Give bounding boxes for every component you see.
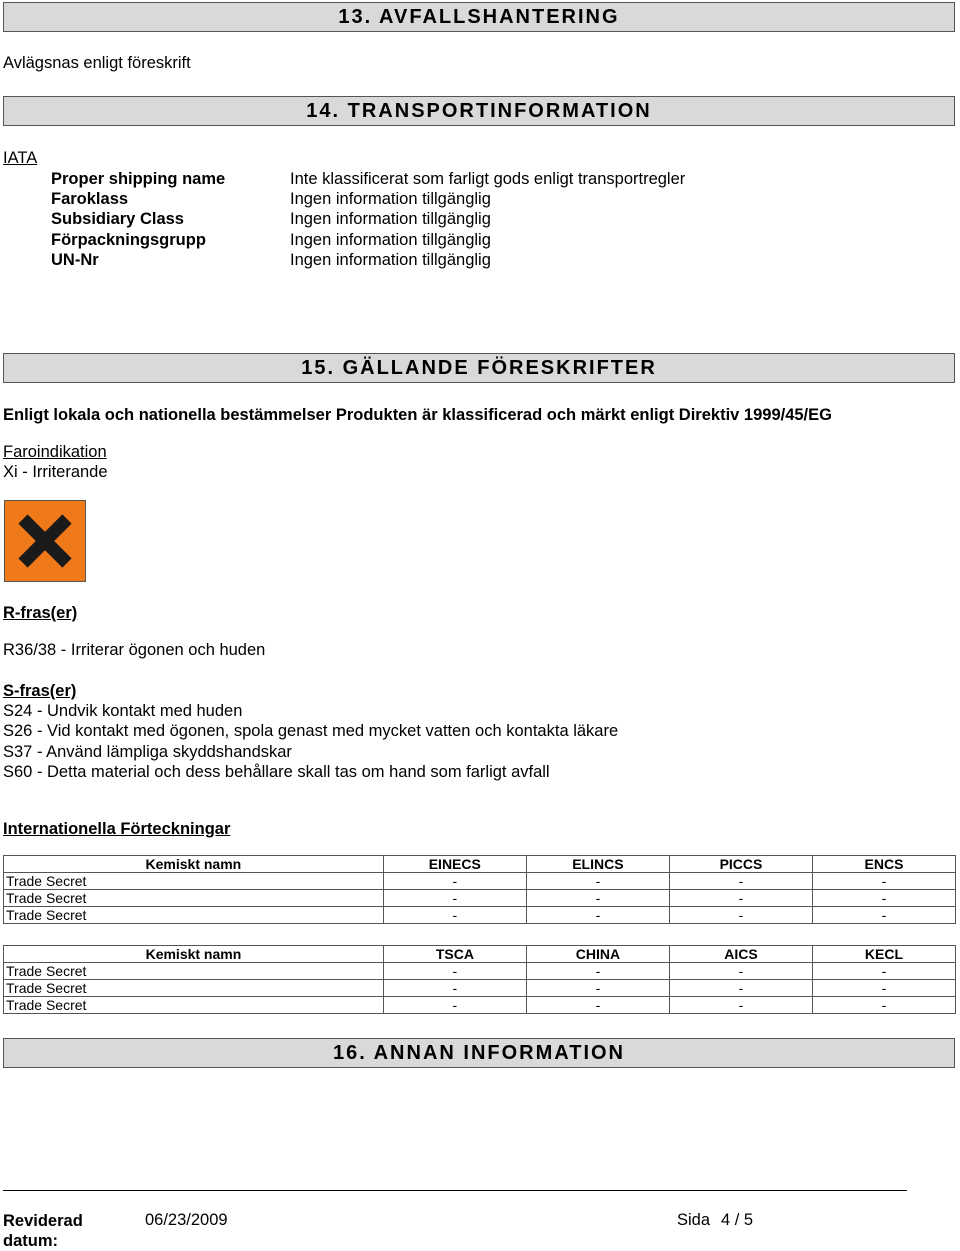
table-cell: Trade Secret [4,873,384,890]
iata-value-hazard-class: Ingen information tillgänglig [290,190,491,208]
regulation-intro: Enligt lokala och nationella bestämmelser Produkten är klassificerad och märkt enligt Direktiv 1999/45/EG [3,406,832,424]
table-cell: - [812,963,955,980]
table-cell: - [526,873,669,890]
iata-label-un-nr: UN-Nr [51,251,99,269]
table-row [4,997,956,1014]
table-cell: Trade Secret [4,890,384,907]
table-cell: - [812,907,955,924]
inventory-table-2 [3,945,956,1014]
inventories-heading: Internationella Förteckningar [3,820,231,838]
revised-label-line-2: datum: [3,1232,58,1250]
table-header-row [4,946,956,963]
section-14-header: 14. TRANSPORTINFORMATION [3,96,955,126]
iata-value-subsidiary-class: Ingen information tillgänglig [290,210,491,228]
page-label: Sida [677,1211,711,1229]
table-cell: - [526,890,669,907]
table-cell: - [526,997,669,1014]
table-cell: Trade Secret [4,997,384,1014]
table-cell: - [383,890,526,907]
table-cell: - [383,873,526,890]
iata-value-un-nr: Ingen information tillgänglig [290,251,491,269]
table-cell: - [383,907,526,924]
table-cell: - [812,980,955,997]
footer-divider [3,1190,907,1191]
s-phrase-item: S24 - Undvik kontakt med huden [3,702,243,720]
table-row [4,907,956,924]
table-cell: - [669,980,812,997]
iata-heading: IATA [3,149,38,167]
disposal-text: Avlägsnas enligt föreskrift [3,54,191,72]
column-header: KECL [812,946,955,963]
table-cell: - [812,873,955,890]
irritant-x-icon [4,500,86,582]
r-phrases-heading: R-fras(er) [3,604,78,622]
revised-date-label [3,1211,83,1251]
inventory-table-1 [3,855,956,924]
table-cell: Trade Secret [4,980,384,997]
section-15-header: 15. GÄLLANDE FÖRESKRIFTER [3,353,955,383]
section-16-header: 16. ANNAN INFORMATION [3,1038,955,1068]
table-cell: - [812,890,955,907]
column-header: Kemiskt namn [4,946,384,963]
table-cell: - [669,907,812,924]
table-cell: - [383,980,526,997]
s-phrase-item: S60 - Detta material och dess behållare skall tas om hand som farligt avfall [3,763,550,781]
table-row [4,890,956,907]
table-cell: - [526,980,669,997]
iata-label-shipping-name: Proper shipping name [51,170,226,188]
table-cell: Trade Secret [4,907,384,924]
iata-label-packing-group: Förpackningsgrupp [51,231,206,249]
table-row [4,963,956,980]
r-phrase-item: R36/38 - Irriterar ögonen och huden [3,641,266,659]
column-header: TSCA [383,946,526,963]
iata-label-subsidiary-class: Subsidiary Class [51,210,184,228]
revised-label-line-1: Reviderad [3,1212,83,1230]
iata-label-hazard-class: Faroklass [51,190,129,208]
s-phrase-item: S26 - Vid kontakt med ögonen, spola genast med mycket vatten och kontakta läkare [3,722,619,740]
page-number: 4 / 5 [721,1211,754,1229]
section-13-header: 13. AVFALLSHANTERING [3,2,955,32]
revised-date-value: 06/23/2009 [145,1211,228,1229]
s-phrase-item: S37 - Använd lämpliga skyddshandskar [3,743,292,761]
column-header: ENCS [812,856,955,873]
table-cell: - [669,890,812,907]
table-cell: - [383,997,526,1014]
table-cell: - [669,963,812,980]
table-cell: - [812,997,955,1014]
column-header: AICS [669,946,812,963]
table-cell: - [526,963,669,980]
iata-value-shipping-name: Inte klassificerat som farligt gods enligt transportregler [290,170,686,188]
column-header: EINECS [383,856,526,873]
table-row [4,873,956,890]
column-header: Kemiskt namn [4,856,384,873]
table-cell: - [383,963,526,980]
table-cell: - [526,907,669,924]
iata-value-packing-group: Ingen information tillgänglig [290,231,491,249]
s-phrases-heading: S-fras(er) [3,682,77,700]
table-row [4,980,956,997]
hazard-indication-heading: Faroindikation [3,443,107,461]
table-cell: Trade Secret [4,963,384,980]
table-cell: - [669,873,812,890]
table-cell: - [669,997,812,1014]
column-header: ELINCS [526,856,669,873]
hazard-indication-text: Xi - Irriterande [3,463,108,481]
column-header: CHINA [526,946,669,963]
column-header: PICCS [669,856,812,873]
table-header-row [4,856,956,873]
